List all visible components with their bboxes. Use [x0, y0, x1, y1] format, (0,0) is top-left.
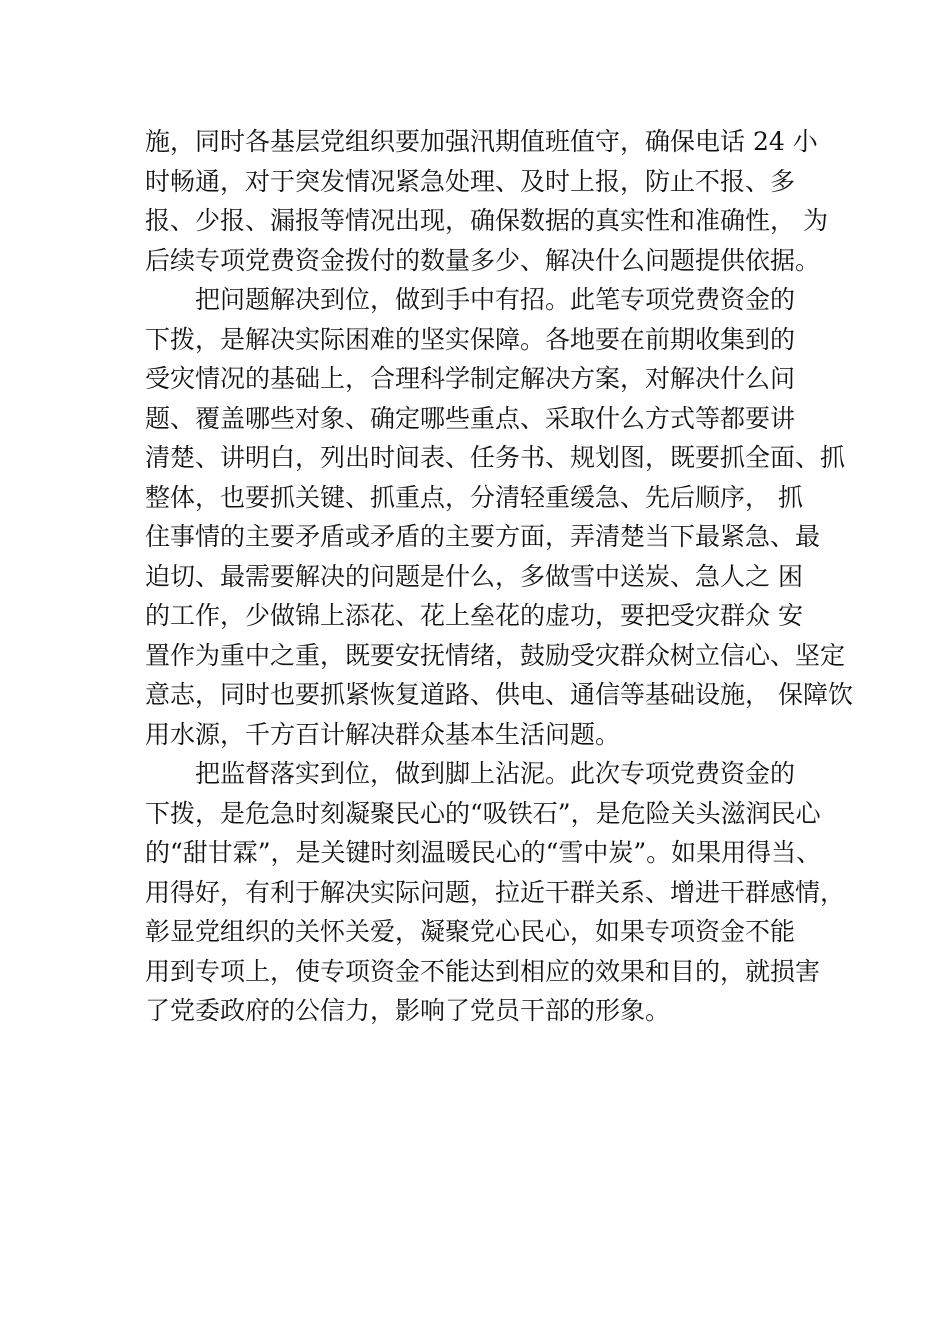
text-line: 下拨，是危急时刻凝聚民心的“吸铁石”，是危险关头滋润民心 [145, 798, 821, 828]
document-body [145, 122, 853, 1031]
text-line: 彰显党组织的关怀关爱，凝聚党心民心，如果专项资金不能 [145, 917, 796, 946]
text-line: 清楚、讲明白，列出时间表、任务书、规划图，既要抓全面、抓 [145, 443, 846, 472]
text-line: 置作为重中之重，既要安抚情绪，鼓励受灾群众树立信心、坚定 [145, 640, 846, 670]
text-line: 时畅通，对于突发情况紧急处理、及时上报，防止不报、多 [145, 166, 796, 196]
text-line: 后续专项党费资金拨付的数量多少、解决什么问题提供依据。 [145, 245, 821, 275]
text-line: 的“甜甘霖”，是关键时刻温暖民心的“雪中炭”。如果用得当、 [145, 838, 822, 867]
text-line: 整体，也要抓关键、抓重点，分清轻重缓急、先后顺序， 抓 [145, 482, 803, 512]
text-line: 住事情的主要矛盾或矛盾的主要方面，弄清楚当下最紧急、最 [145, 522, 821, 551]
text-line: 的工作，少做锦上添花、花上垒花的虚功，要把受灾群众 安 [145, 601, 803, 630]
text-line: 题、覆盖哪些对象、确定哪些重点、采取什么方式等都要讲 [145, 403, 796, 433]
text-line: 报、少报、漏报等情况出现，确保数据的真实性和准确性， 为 [145, 206, 828, 235]
text-line: 下拨，是解决实际困难的坚实保障。各地要在前期收集到的 [145, 324, 796, 354]
paragraph-start-line: 把问题解决到位，做到手中有招。此笔专项党费资金的 [195, 285, 796, 314]
text-line: 受灾情况的基础上，合理科学制定解决方案，对解决什么问 [145, 364, 796, 393]
text-line: 用到专项上，使专项资金不能达到相应的效果和目的，就损害 [145, 956, 821, 986]
text-line: 迫切、最需要解决的问题是什么，多做雪中送炭、急人之 困 [145, 561, 803, 591]
paragraph-start-line: 把监督落实到位，做到脚上沾泥。此次专项党费资金的 [195, 759, 796, 788]
text-line: 用得好，有利于解决实际问题，拉近干群关系、增进干群感情， [145, 877, 846, 907]
text-line: 施，同时各基层党组织要加强汛期值班值守，确保电话 24 小 [145, 127, 818, 156]
text-line: 用水源，千方百计解决群众基本生活问题。 [145, 719, 621, 749]
text-line: 了党委政府的公信力，影响了党员干部的形象。 [145, 996, 671, 1025]
text-line: 意志，同时也要抓紧恢复道路、供电、通信等基础设施， 保障饮 [145, 680, 853, 709]
